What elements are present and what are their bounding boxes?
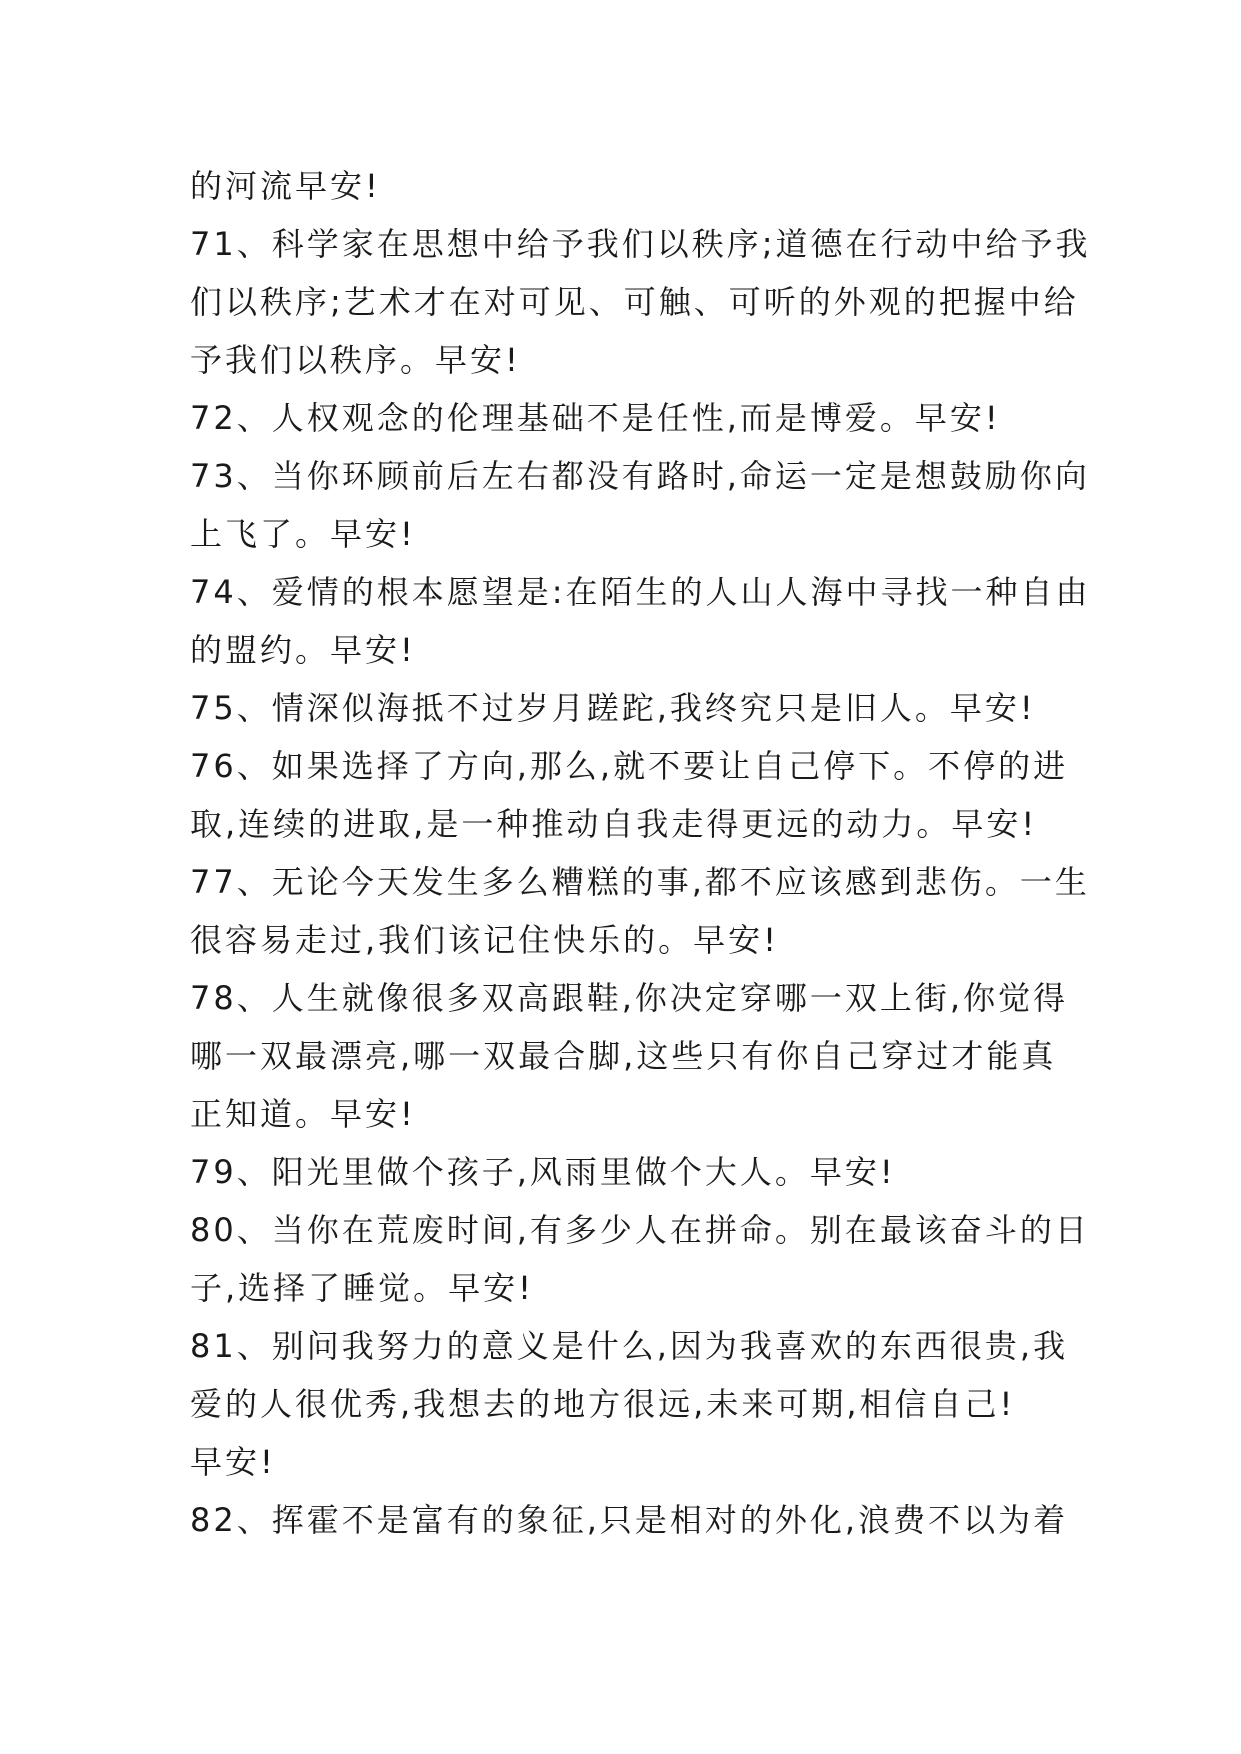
text-line: 正知道。早安! bbox=[190, 1095, 416, 1133]
document-body bbox=[190, 157, 1091, 1549]
text-line: 们以秩序;艺术才在对可见、可触、可听的外观的把握中给 bbox=[190, 283, 1079, 321]
text-line: 的河流早安! bbox=[190, 167, 381, 205]
text-line: 很容易走过,我们该记住快乐的。早安! bbox=[190, 921, 780, 959]
text-line: 82、挥霍不是富有的象征,只是相对的外化,浪费不以为着 bbox=[190, 1501, 1069, 1539]
text-line: 哪一双最漂亮,哪一双最合脚,这些只有你自己穿过才能真 bbox=[190, 1037, 1057, 1075]
text-line: 75、情深似海抵不过岁月蹉跎,我终究只是旧人。早安! bbox=[190, 689, 1036, 727]
text-line: 72、人权观念的伦理基础不是任性,而是博爱。早安! bbox=[190, 399, 1001, 437]
text-line: 73、当你环顾前后左右都没有路时,命运一定是想鼓励你向 bbox=[190, 457, 1090, 495]
text-line: 子,选择了睡觉。早安! bbox=[190, 1269, 535, 1307]
text-line: 81、别问我努力的意义是什么,因为我喜欢的东西很贵,我 bbox=[190, 1327, 1069, 1365]
text-line: 的盟约。早安! bbox=[190, 631, 416, 669]
text-line: 77、无论今天发生多么糟糕的事,都不应该感到悲伤。一生 bbox=[190, 863, 1090, 901]
text-line: 早安! bbox=[190, 1443, 276, 1481]
text-line: 取,连续的进取,是一种推动自我走得更远的动力。早安! bbox=[190, 805, 1038, 843]
text-line: 予我们以秩序。早安! bbox=[190, 341, 521, 379]
text-line: 78、人生就像很多双高跟鞋,你决定穿哪一双上街,你觉得 bbox=[190, 979, 1069, 1017]
text-line: 79、阳光里做个孩子,风雨里做个大人。早安! bbox=[190, 1153, 896, 1191]
text-line: 71、科学家在思想中给予我们以秩序;道德在行动中给予我 bbox=[190, 225, 1091, 263]
text-line: 上飞了。早安! bbox=[190, 515, 416, 553]
text-line: 74、爱情的根本愿望是:在陌生的人山人海中寻找一种自由 bbox=[190, 573, 1091, 611]
text-line: 爱的人很优秀,我想去的地方很远,未来可期,相信自己! bbox=[190, 1385, 1016, 1423]
text-line: 80、当你在荒废时间,有多少人在拼命。别在最该奋斗的日 bbox=[190, 1211, 1090, 1249]
text-line: 76、如果选择了方向,那么,就不要让自己停下。不停的进 bbox=[190, 747, 1069, 785]
